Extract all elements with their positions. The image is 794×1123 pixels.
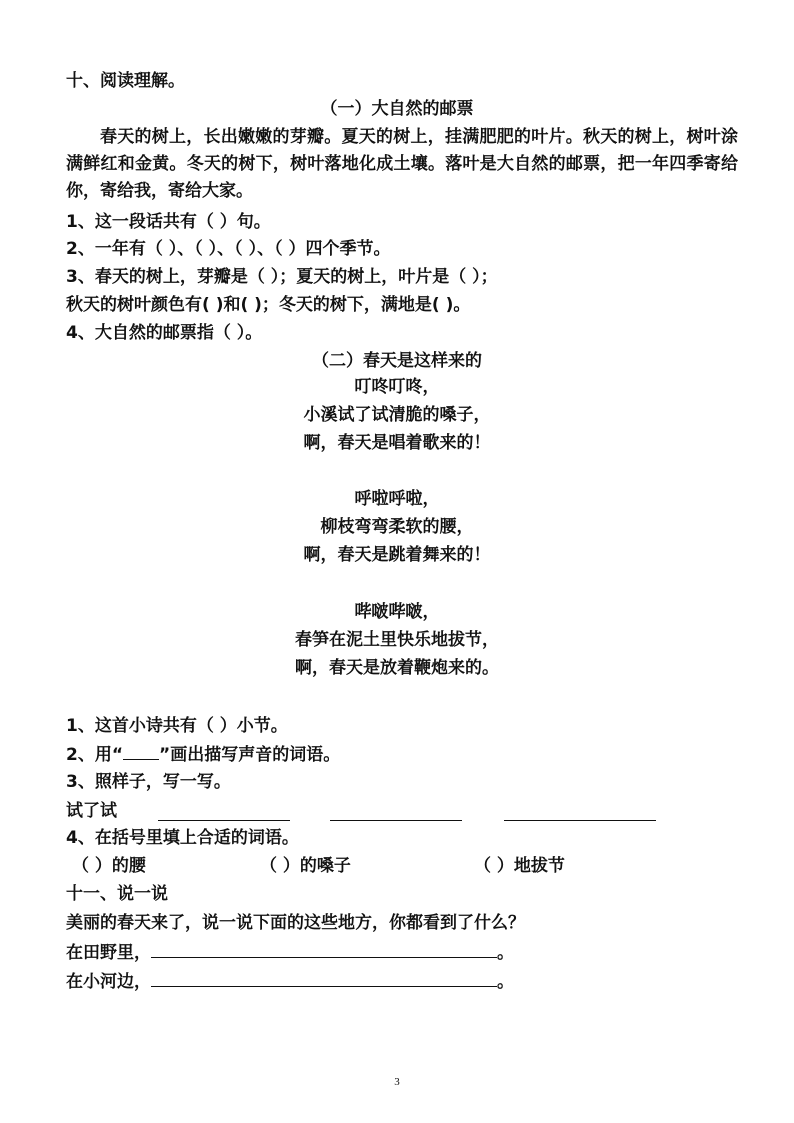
- poem-line: 柳枝弯弯柔软的腰，: [320, 517, 474, 537]
- fill-item: （ ）的嗓子: [260, 856, 351, 876]
- answer-blank-1[interactable]: [158, 820, 290, 821]
- passage-1-title: （一）大自然的邮票: [320, 99, 474, 119]
- period-mark: 。: [497, 943, 514, 963]
- passage-1-text: 春天的树上，长出嫩嫩的芽瓣。夏天的树上，挂满肥肥的叶片。秋天的树上，树叶涂满鲜红和金黄。冬天的树下，树叶落地化成土壤。落叶是大自然的邮票，把一年四季寄给你，寄给我，寄给大家。: [66, 127, 738, 201]
- p1-question-3b: 秋天的树叶颜色有( )和( )；冬天的树下，满地是( )。: [66, 295, 471, 315]
- passage-2-title: （二）春天是这样来的: [312, 351, 482, 371]
- fill-item: （ ）的腰: [72, 856, 146, 876]
- p2-question-2: [66, 743, 340, 766]
- poem-line: 啊，春天是唱着歌来的！: [303, 433, 491, 453]
- poem-line: 叮咚叮咚，: [354, 377, 440, 397]
- p1-question-2: 2、一年有（ ）、（ ）、（ ）、（ ）四个季节。: [66, 239, 391, 259]
- example-word: 试了试: [66, 801, 117, 821]
- p2-q2-suffix: ”画出描写声音的词语。: [159, 745, 341, 765]
- answer-blank-2[interactable]: [330, 820, 462, 821]
- p1-question-4: 4、大自然的邮票指（ ）。: [66, 323, 263, 343]
- p2-question-1: 1、这首小诗共有（ ）小节。: [66, 716, 288, 736]
- p1-question-1: 1、这一段话共有（ ）句。: [66, 212, 271, 232]
- p2-question-3: 3、照样子，写一写。: [66, 772, 231, 792]
- section-11-title: 十一、说一说: [66, 884, 168, 904]
- poem-line: 啊，春天是跳着舞来的！: [303, 545, 491, 565]
- answer-blank-3[interactable]: [504, 820, 656, 821]
- answer-label: 在田野里，: [66, 943, 151, 963]
- poem-line: 哔啵哔啵，: [354, 602, 440, 622]
- answer-line-field: [66, 941, 514, 964]
- page-number: 3: [394, 1076, 400, 1088]
- answer-line-river: [66, 970, 514, 993]
- poem-line: 春笋在泥土里快乐地拔节，: [295, 630, 499, 650]
- poem-line: 啊，春天是放着鞭炮来的。: [295, 658, 499, 678]
- answer-label: 在小河边，: [66, 972, 151, 992]
- underline-sample: [123, 743, 159, 760]
- p2-q2-prefix: 2、用“: [66, 745, 124, 765]
- poem-line: 呼啦呼啦，: [354, 489, 440, 509]
- section-11-prompt: 美丽的春天来了，说一说下面的这些地方，你都看到了什么？: [66, 913, 525, 933]
- poem-line: 小溪试了试清脆的嗓子，: [303, 405, 491, 425]
- answer-blank-field[interactable]: [151, 941, 497, 958]
- answer-blank-river[interactable]: [151, 970, 497, 987]
- p2-question-4: 4、在括号里填上合适的词语。: [66, 828, 299, 848]
- section-10-title: 十、阅读理解。: [66, 71, 185, 91]
- period-mark: 。: [497, 972, 514, 992]
- p1-question-3a: 3、春天的树上，芽瓣是（ ）；夏天的树上，叶片是（ ）；: [66, 267, 498, 287]
- fill-item: （ ）地拔节: [474, 856, 565, 876]
- p2-q3-example-row: [66, 800, 117, 822]
